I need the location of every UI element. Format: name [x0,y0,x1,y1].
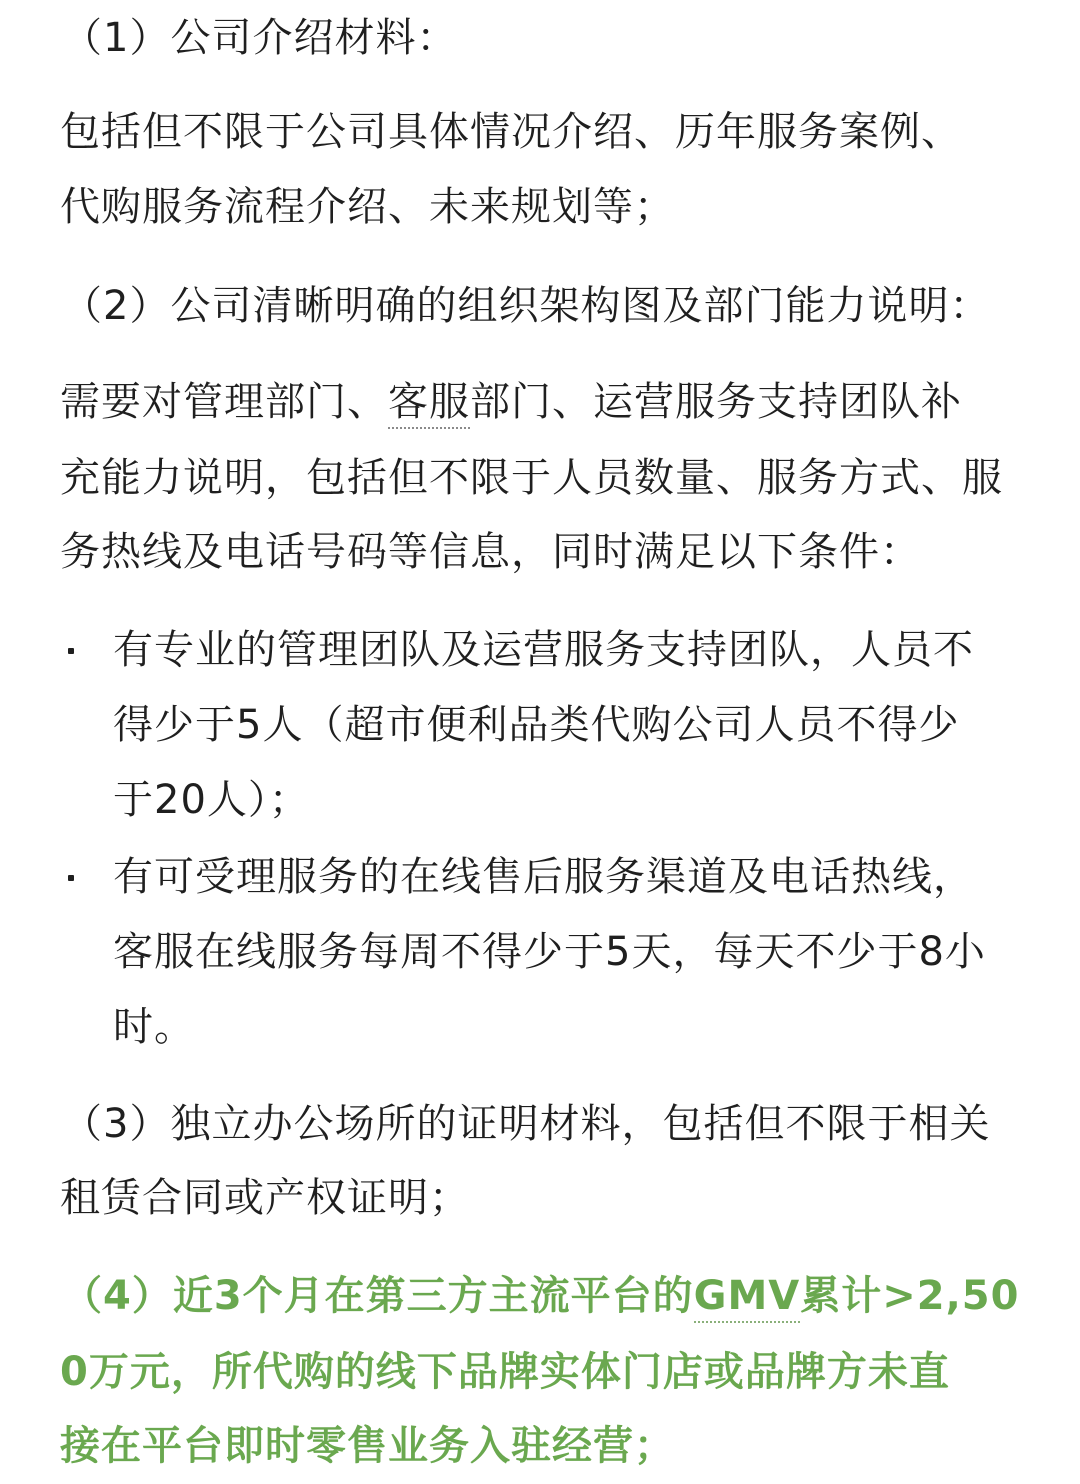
body-text: 需要对管理部门、 [60,379,388,425]
bullet-1-line-1: 有专业的管理团队及运营服务支持团队，人员不 [113,627,974,673]
bullet-dot-icon [68,648,74,654]
section-4-body-line-2: 接在平台即时零售业务入驻经营； [60,1423,675,1469]
section-2-body-line-1 [60,378,962,426]
section-4-body-line-1: 0万元，所代购的线下品牌实体门店或品牌方未直 [60,1349,950,1395]
heading-text: 累计>2,50 [800,1273,1020,1319]
body-text: 部门、运营服务支持团队补 [470,379,962,425]
section-2-body-line-2: 充能力说明，包括但不限于人员数量、服务方式、服 [60,455,1003,501]
bullet-2-line-1: 有可受理服务的在线售后服务渠道及电话热线， [113,854,974,900]
section-3-body-line-1: 租赁合同或产权证明； [60,1175,470,1221]
section-1-heading: （1）公司介绍材料： [62,15,458,61]
bullet-1-line-3: 于20人）； [113,777,310,823]
heading-text: （4）近3个月在第三方主流平台的 [62,1273,694,1319]
gmv-link[interactable]: GMV [694,1273,801,1323]
bullet-dot-icon [68,875,74,881]
bullet-2-line-2: 客服在线服务每周不得少于5天，每天不少于8小 [113,929,986,975]
bullet-1-line-2: 得少于5人（超市便利品类代购公司人员不得少 [113,702,960,748]
section-1-body-line-2: 代购服务流程介绍、未来规划等； [60,184,675,230]
section-4-heading [62,1272,1019,1320]
section-3-heading: （3）独立办公场所的证明材料，包括但不限于相关 [62,1101,991,1147]
section-1-body-line-1: 包括但不限于公司具体情况介绍、历年服务案例、 [60,109,962,155]
bullet-2-line-3: 时。 [113,1004,195,1050]
section-2-heading: （2）公司清晰明确的组织架构图及部门能力说明： [62,283,991,329]
section-2-body-line-3: 务热线及电话号码等信息，同时满足以下条件： [60,529,921,575]
customer-service-link[interactable]: 客服 [388,379,470,429]
